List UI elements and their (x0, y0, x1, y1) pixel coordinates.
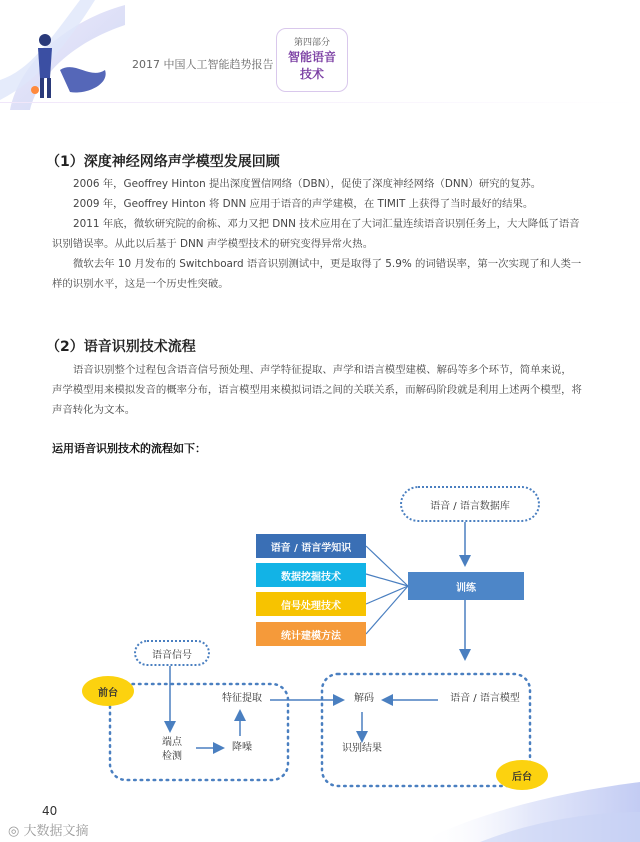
part-name-line2: 技术 (299, 67, 324, 81)
paragraph: 2011 年底，微软研究院的俞栋、邓力又把 DNN 技术应用在了大词汇量连续语音识别任务上，大大降低了语音识别错误率。从此以后基于 DNN 声学模型技术的研究变得异常火热。 (52, 218, 580, 250)
endpoint-line2: 检测 (162, 751, 182, 762)
section1-body (52, 174, 582, 294)
header-divider (0, 102, 640, 103)
watermark (8, 820, 89, 839)
feature-extraction-label: 特征提取 (222, 693, 262, 704)
section2-body (52, 360, 582, 420)
footer-decoration (420, 772, 640, 842)
paragraph: 语音识别整个过程包含语音信号预处理、声学特征提取、声学和语言模型建模、解码等多个环节，简单来说，声学模型用来模拟发音的概率分布，语言模型用来模拟词语之间的关联关系，而解码阶段就是利用上述两个模型，将声音转化为文本。 (52, 364, 582, 416)
part-name-line1: 智能语音 (287, 50, 336, 64)
speech-language-model-label: 语音 / 语言模型 (450, 693, 520, 704)
knowledge-box-statistical-modeling: 统计建模方法 (256, 622, 366, 646)
page-number: 40 (42, 804, 58, 818)
section1-heading: （1）深度神经网络声学模型发展回顾 (46, 154, 280, 170)
frontend-oval: 前台 (82, 676, 134, 706)
knowledge-box-linguistics: 语音 / 语言学知识 (256, 534, 366, 558)
part-label: 第四部分 (293, 38, 330, 48)
speech-recognition-flow-diagram (70, 478, 570, 798)
header-illustration (0, 0, 130, 115)
denoise-label: 降噪 (232, 742, 252, 753)
paragraph: 2009 年，Geoffrey Hinton 将 DNN 应用于语音的声学建模，在 TIMIT 上获得了当时最好的结果。 (73, 198, 534, 210)
corpus-database-box: 语音 / 语言数据库 (400, 486, 540, 522)
decode-label: 解码 (354, 693, 374, 704)
paragraph: 2006 年，Geoffrey Hinton 提出深度置信网络（DBN），促使了深度神经网络（DNN）研究的复苏。 (73, 178, 542, 190)
report-title: 2017 中国人工智能趋势报告 (132, 58, 274, 71)
watermark-logo-icon: ◎ (8, 824, 24, 839)
endpoint-detection-label (152, 736, 192, 764)
recognition-result-label: 识别结果 (342, 743, 382, 754)
section2-heading: （2）语音识别技术流程 (46, 339, 196, 355)
backend-oval: 后台 (496, 760, 548, 790)
section-badge (276, 28, 348, 92)
knowledge-box-data-mining: 数据挖掘技术 (256, 563, 366, 587)
knowledge-box-signal-processing: 信号处理技术 (256, 592, 366, 616)
endpoint-line1: 端点 (162, 737, 182, 748)
watermark-text: 大数据文摘 (23, 824, 89, 839)
flow-caption: 运用语音识别技术的流程如下： (52, 442, 206, 455)
train-box: 训练 (408, 572, 524, 600)
paragraph: 微软去年 10 月发布的 Switchboard 语音识别测试中，更是取得了 5.9% 的词错误率，第一次实现了和人类一样的识别水平，这是一个历史性突破。 (52, 258, 582, 290)
speech-signal-box: 语音信号 (134, 640, 210, 666)
